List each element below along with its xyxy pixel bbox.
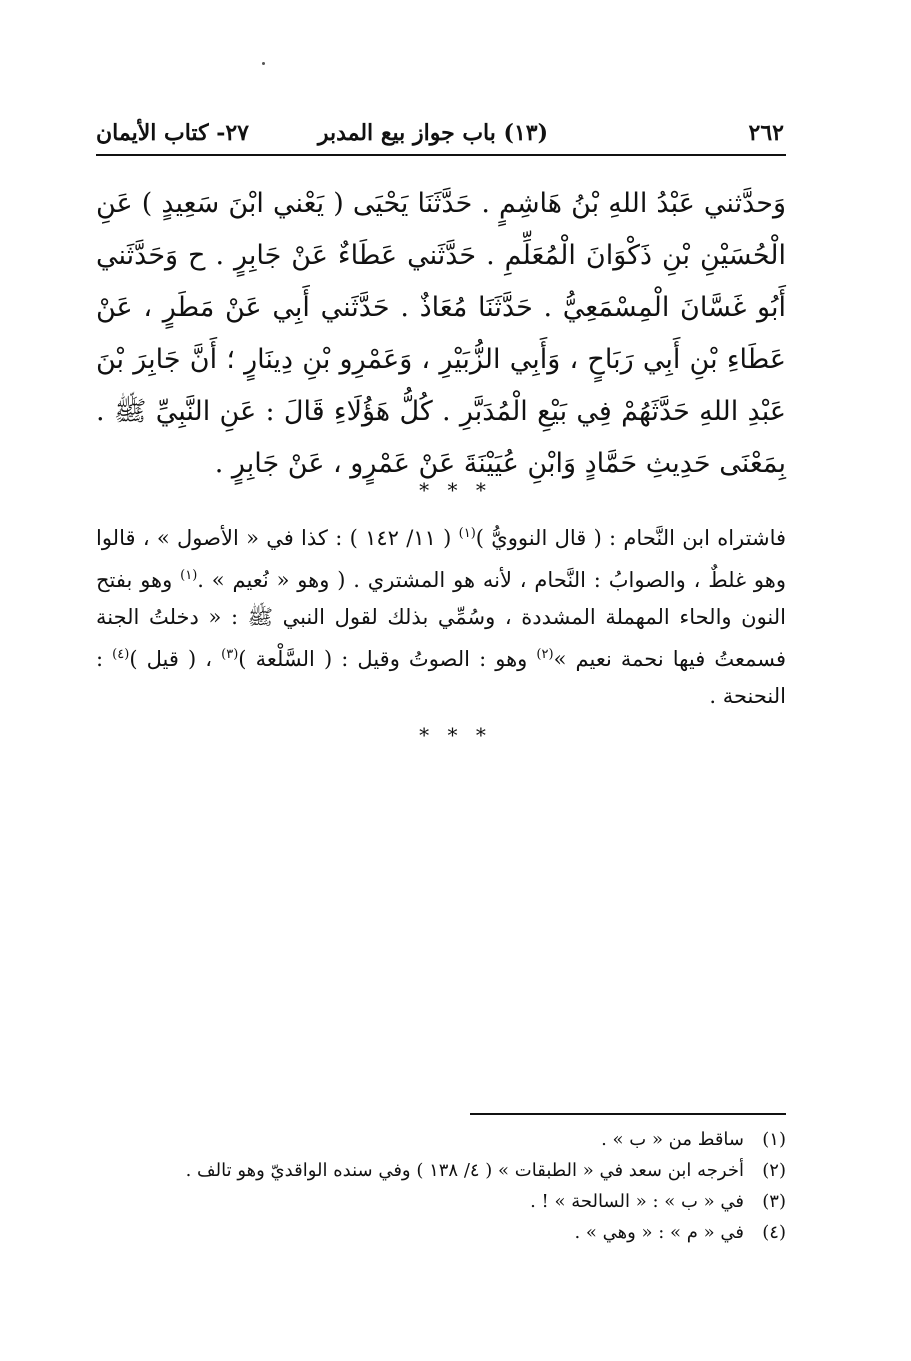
footnote-ref: (١) <box>180 568 198 583</box>
commentary-text: فاشتراه ابن النَّحام : ( قال النوويُّ ) <box>475 526 787 550</box>
section-separator: * * * <box>419 723 492 747</box>
footnote-number: (٢) <box>762 1160 786 1181</box>
footnote-number: (١) <box>762 1129 786 1150</box>
footnote-ref: (١) <box>458 526 476 541</box>
book-title: ٢٧- كتاب الأيمان <box>96 120 249 146</box>
footnotes-list <box>126 1124 786 1248</box>
hadith-text-block <box>96 178 786 490</box>
commentary-block <box>96 515 786 715</box>
footnote-divider <box>470 1113 786 1115</box>
page-number: ٢٦٢ <box>748 120 784 146</box>
footnote-item <box>126 1155 786 1186</box>
footnote-number: (٤) <box>762 1222 786 1243</box>
footnote-text: أخرجه ابن سعد في « الطبقات » ( ٤/ ١٣٨ ) وفي سنده الواقديّ وهو تالف . <box>185 1160 744 1181</box>
running-header <box>96 120 786 156</box>
commentary-text: ، ( قيل ) <box>129 647 222 671</box>
hadith-paragraph: وَحدَّثني عَبْدُ اللهِ بْنُ هَاشِمٍ . حَدَّثَنَا يَحْيَى ( يَعْني ابْنَ سَعِيدٍ ) عَنِ الْحُسَيْنِ بْنِ ذَكْوَانَ الْمُعَلِّمِ . حَدَّثَني عَطَاءٌ عَنْ جَابِرٍ . ح وَحَدَّثَني أَبُو غَسَّانَ الْمِسْمَعِيُّ . حَدَّثَنَا مُعَاذٌ . حَدَّثَني أَبِي عَنْ مَطَرٍ ، عَنْ عَطَاءِ بْنِ أَبِي رَبَاحٍ ، وَأَبِي الزُّبَيْرِ ، وَعَمْرِو بْنِ دِينَارٍ ؛ أَنَّ جَابِرَ بْنَ عَبْدِ اللهِ حَدَّثَهُمْ فِي بَيْعِ الْمُدَبَّرِ . كُلُّ هَؤُلَاءِ قَالَ : عَنِ النَّبِيِّ ﷺ . بِمَعْنَى حَدِيثِ حَمَّادٍ وَابْنِ عُيَيْنَةَ عَنْ عَمْرٍو ، عَنْ جَابِرٍ . <box>96 188 786 479</box>
footnote-item <box>126 1217 786 1248</box>
footnote-text: في « م » : « وهي » . <box>574 1222 744 1243</box>
commentary-text: وهو : الصوتُ وقيل : ( السَّلْعة ) <box>238 647 537 671</box>
commentary-text: وهو بفتح النون والحاء المهملة المشددة ، وسُمِّي بذلك لقول النبي ﷺ : « دخلتُ الجنة فسمعتُ فيها نحمة نعيم » <box>96 568 786 671</box>
footnote-number: (٣) <box>762 1191 786 1212</box>
footnote-text: في « ب » : « السالحة » ! . <box>530 1191 744 1212</box>
footnote-item <box>126 1186 786 1217</box>
scan-speck <box>262 62 265 65</box>
footnote-item <box>126 1124 786 1155</box>
commentary-text: ( ١١/ ١٤٢ ) : كذا في « الأصول » ، قالوا وهو غلطٌ ، والصوابُ : النَّحام ، لأنه هو المشتري . ( وهو « نُعيم » . <box>96 526 786 592</box>
footnote-ref: (٢) <box>536 647 554 662</box>
commentary-paragraph <box>96 515 786 715</box>
footnote-ref: (٤) <box>112 647 130 662</box>
footnote-text: ساقط من « ب » . <box>601 1129 744 1150</box>
commentary-text: : النحنحة . <box>96 647 786 708</box>
footnote-ref: (٣) <box>221 647 239 662</box>
section-title: (١٣) باب جواز بيع المدبر <box>317 120 548 146</box>
section-separator: * * * <box>419 478 492 502</box>
